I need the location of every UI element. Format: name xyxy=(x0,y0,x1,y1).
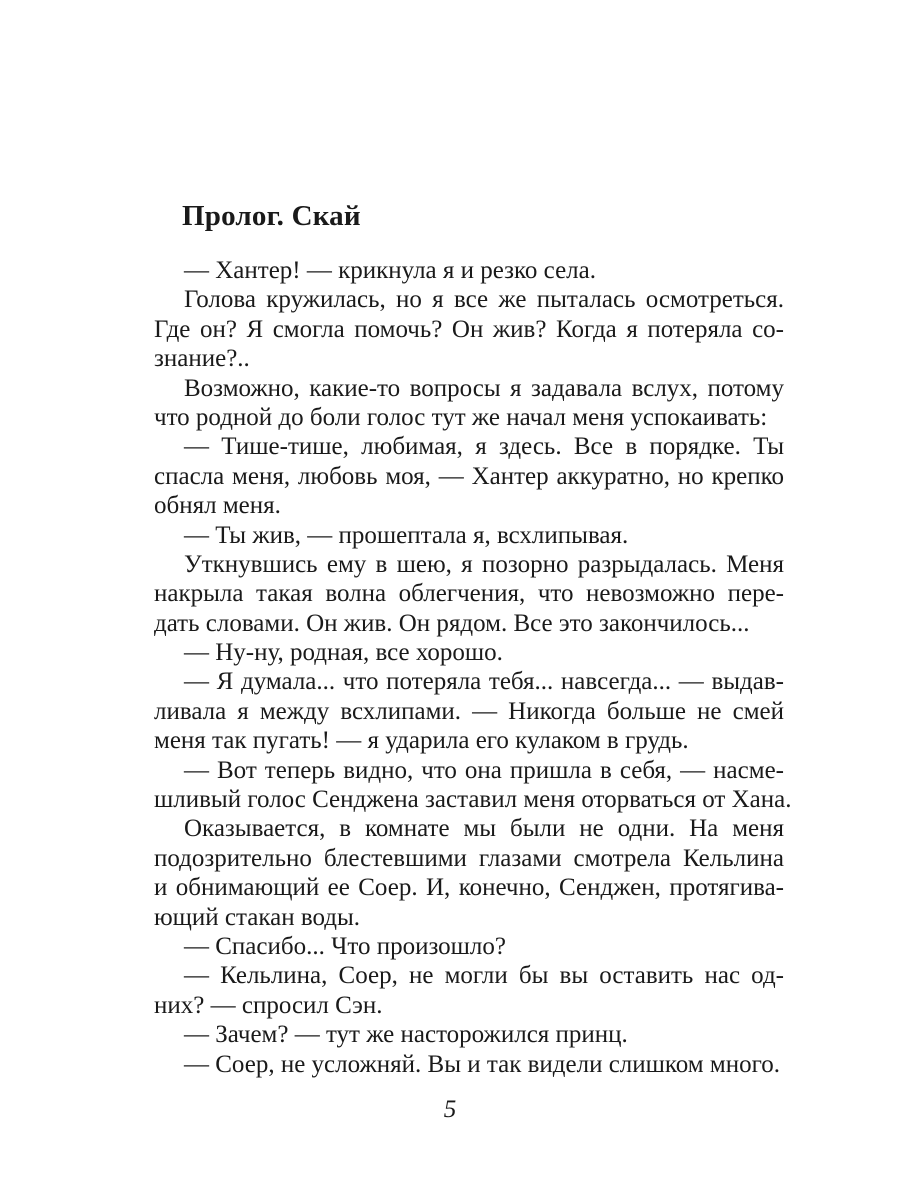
page-number: 5 xyxy=(443,1096,457,1123)
text-line: — Спасибо... Что произошло? xyxy=(184,932,506,960)
text-line: — Ну-ну, родная, все хорошо. xyxy=(184,639,503,667)
text-line: знание?.. xyxy=(154,345,250,373)
text-line: Голова кружилась, но я все же пыталась осмотреться. xyxy=(184,286,784,314)
text-line: ливала я между всхлипами. — Никогда больше не смей xyxy=(154,697,784,725)
text-line: меня так пугать! — я ударила его кулаком в грудь. xyxy=(154,727,689,755)
text-line: шливый голос Сенджена заставил меня оторваться от Хана. xyxy=(154,786,792,814)
text-line: — Ты жив, — прошептала я, всхлипывая. xyxy=(184,521,629,549)
text-line: Уткнувшись ему в шею, я позорно разрыдалась. Меня xyxy=(184,550,784,578)
text-line: — Хантер! — крикнула я и резко села. xyxy=(184,257,596,284)
body-text xyxy=(154,256,792,1079)
text-line: — Кельлина, Соер, не могли бы вы оставить нас од- xyxy=(184,962,784,990)
text-line: — Я думала... что потеряла тебя... навсегда... — выдав- xyxy=(184,668,784,696)
text-line: Оказывается, в комнате мы были не одни. На меня xyxy=(184,815,784,843)
text-line: — Вот теперь видно, что она пришла в себя, — насме- xyxy=(184,756,784,784)
text-line: Где он? Я смогла помочь? Он жив? Когда я потеряла со- xyxy=(154,315,784,343)
text-line: накрыла такая волна облегчения, что невозможно пере- xyxy=(154,580,784,608)
text-line: дать словами. Он жив. Он рядом. Все это закончилось... xyxy=(154,609,750,637)
text-line: ющий стакан воды. xyxy=(154,903,361,931)
text-line: что родной до боли голос тут же начал меня успокаивать: xyxy=(154,403,768,431)
text-line: обнял меня. xyxy=(154,492,281,520)
chapter-title: Пролог. Скай xyxy=(182,200,361,232)
text-line: — Зачем? — тут же насторожился принц. xyxy=(184,1021,628,1049)
text-line: подозрительно блестевшими глазами смотрела Кельлина xyxy=(154,844,784,872)
text-line: них? — спросил Сэн. xyxy=(154,991,383,1019)
text-line: — Тише-тише, любимая, я здесь. Все в порядке. Ты xyxy=(184,433,784,461)
text-line: — Соер, не усложняй. Вы и так видели слишком много. xyxy=(184,1050,780,1078)
text-line: и обнимающий ее Соер. И, конечно, Сенджен, протягива- xyxy=(154,874,784,902)
text-line: Возможно, какие-то вопросы я задавала вслух, потому xyxy=(184,374,784,402)
text-line: спасла меня, любовь моя, — Хантер аккуратно, но крепко xyxy=(154,462,784,490)
